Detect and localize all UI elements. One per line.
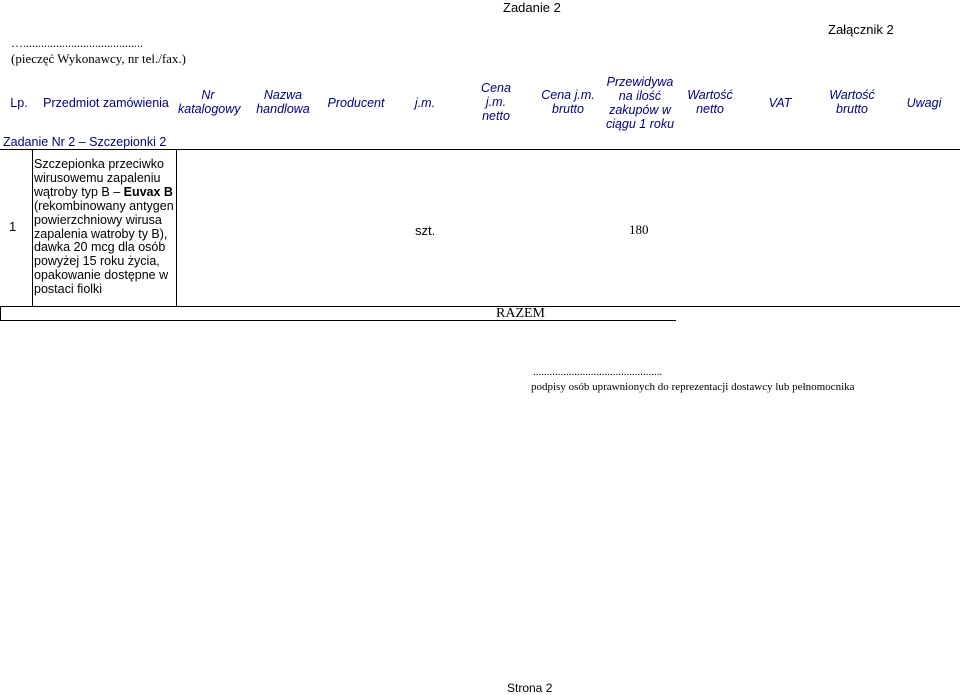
col-divider-desc — [176, 150, 177, 306]
header-przedmiot: Przedmiot zamówienia — [43, 96, 169, 110]
row-lp: 1 — [9, 219, 17, 234]
header-wartosc-brutto: Wartość brutto — [829, 88, 875, 116]
col-divider-lp — [32, 150, 33, 306]
row-bottom-border — [0, 306, 960, 307]
razem-left-border — [0, 306, 1, 320]
header-przewidywana-ilosc: Przewidywa na ilość zakupów w ciągu 1 roku — [605, 75, 675, 131]
header-jm: j.m. — [414, 96, 436, 110]
razem-bottom-border — [0, 320, 676, 321]
header-nazwa-handlowa: Nazwa handlowa — [256, 88, 310, 116]
stamp-label: (pieczęć Wykonawcy, nr tel./fax.) — [11, 51, 186, 66]
header-uwagi: Uwagi — [906, 96, 942, 110]
zalacznik-label: Załącznik 2 — [828, 22, 894, 37]
header-vat: VAT — [768, 96, 792, 110]
zadanie-label: Zadanie 2 — [503, 0, 561, 15]
header-cena-netto: Cena j.m. netto — [481, 81, 511, 123]
row-ilosc: 180 — [629, 222, 649, 237]
stamp-dots: …........................................ — [11, 36, 143, 50]
row-top-border — [0, 149, 960, 150]
row-description: Szczepionka przeciwko wirusowemu zapaleniu wątroby typ B – Euvax B (rekombinowany antygen powierzchniowy wirusa zapalenia watroby ty B), dawka 20 mcg dla osób powyżej 15 roku życia, opakowanie dostępne w postaci fiolki — [34, 157, 174, 297]
section-title: Zadanie Nr 2 – Szczepionki 2 — [3, 135, 167, 149]
signature-dots: ............................................... — [533, 366, 663, 378]
razem-label: RAZEM — [496, 306, 545, 321]
header-cena-brutto: Cena j.m. brutto — [541, 88, 595, 116]
header-wartosc-netto: Wartość netto — [687, 88, 733, 116]
header-nr-katalogowy: Nr katalogowy — [178, 88, 241, 116]
header-lp: Lp. — [10, 96, 28, 110]
signature-label: podpisy osób uprawnionych do reprezentacji dostawcy lub pełnomocnika — [531, 381, 855, 393]
row-jm: szt. — [415, 223, 436, 238]
header-producent: Producent — [327, 96, 385, 110]
page-number: Strona 2 — [507, 681, 553, 695]
